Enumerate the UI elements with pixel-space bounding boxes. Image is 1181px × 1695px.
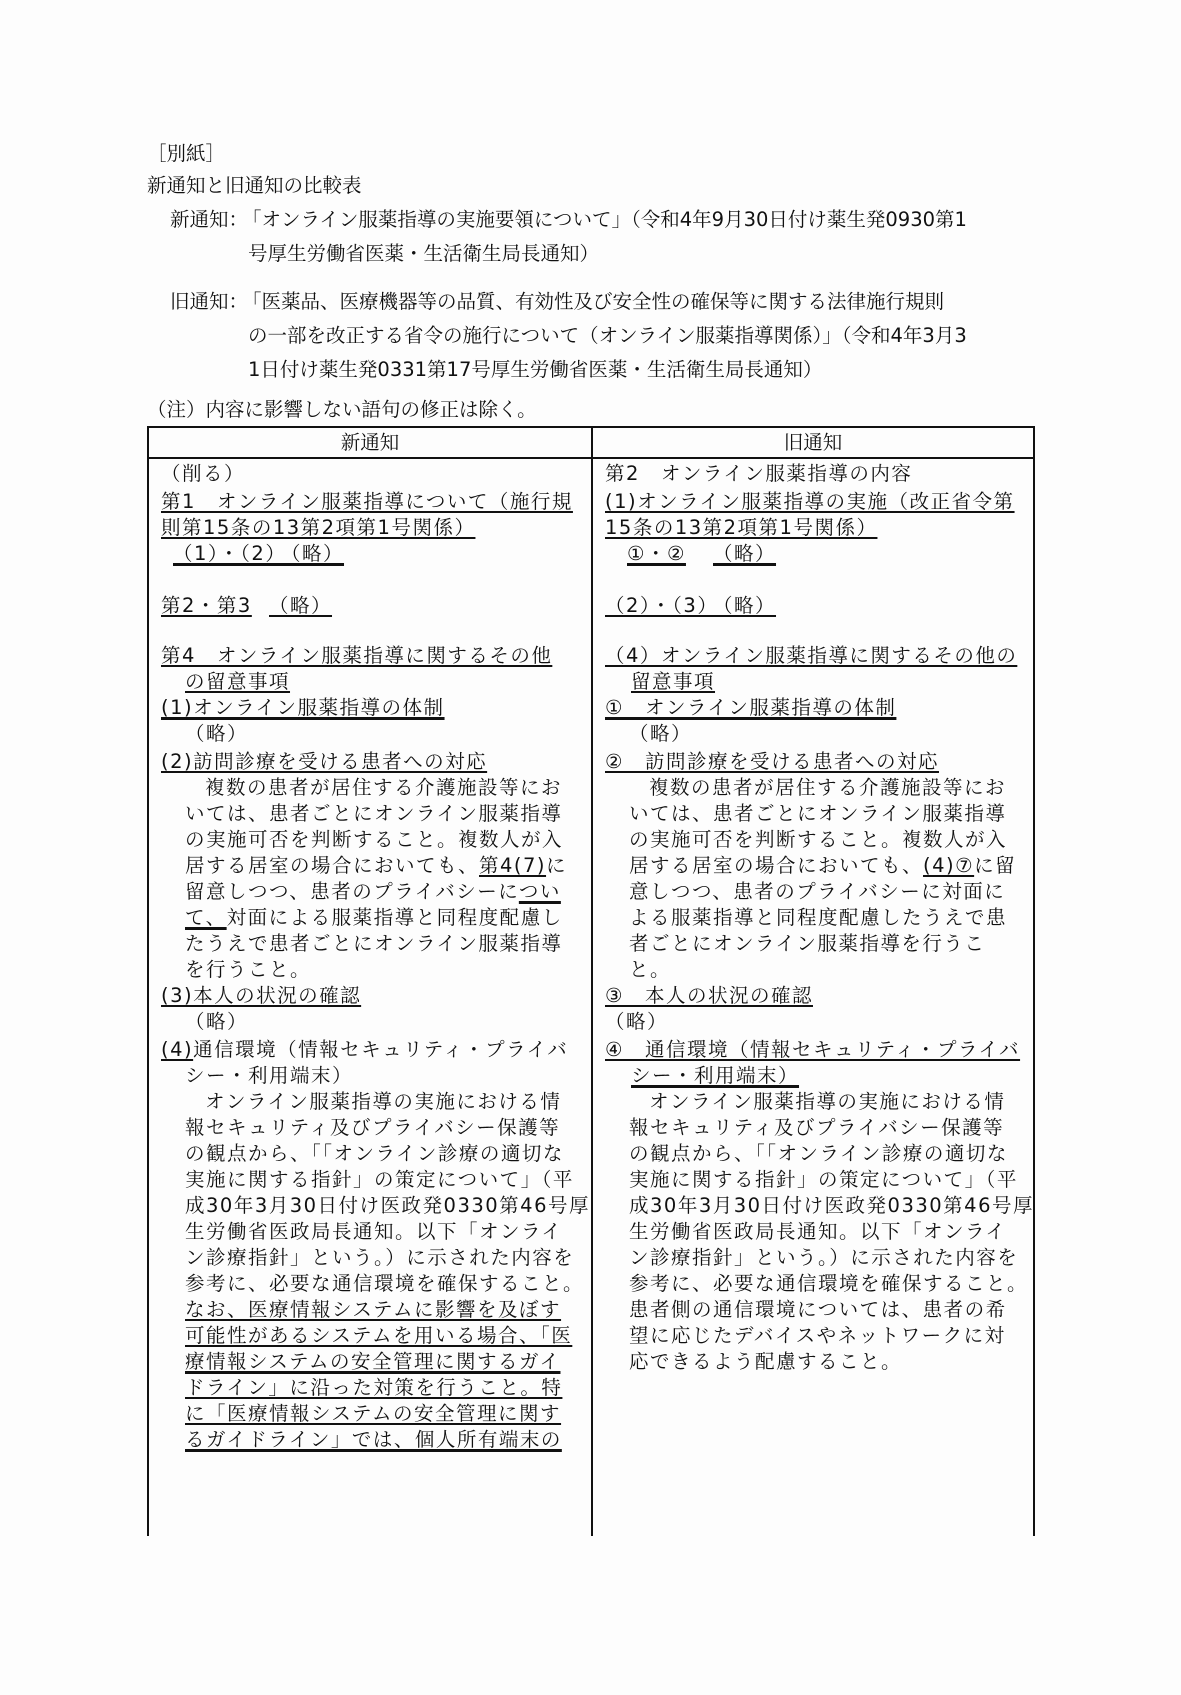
new-line: ン診療指針」という。）に示された内容を bbox=[185, 1246, 575, 1269]
new-line: 報セキュリティ及びプライバシー保護等 bbox=[185, 1116, 561, 1139]
old-line: ④ 通信環境（情報セキュリティ・プライバ bbox=[605, 1038, 1021, 1061]
old-notice-text-1: 「医薬品、医療機器等の品質、有効性及び安全性の確保等に関する法律施行規則 bbox=[242, 290, 945, 313]
old-line: 実施に関する指針」の策定について」（平 bbox=[629, 1168, 1018, 1191]
old-line: （2）・（3） bbox=[605, 594, 719, 617]
new-line bbox=[185, 852, 567, 879]
column-header-old: 旧通知 bbox=[783, 431, 843, 454]
new-line: 第2・第3 bbox=[161, 594, 252, 617]
new-line: るガイドライン」では、個人所有端末の bbox=[185, 1428, 562, 1451]
old-line: ③ 本人の状況の確認 bbox=[605, 984, 813, 1007]
old-line: 意しつつ、患者のプライバシーに対面に bbox=[629, 880, 1006, 903]
new-line: ドライン」に沿った対策を行うこと。特 bbox=[185, 1376, 563, 1399]
old-line: 生労働省医政局長通知。以下「オンライ bbox=[629, 1220, 1007, 1243]
new-notice-label: 新通知： bbox=[170, 208, 249, 231]
new-line: を行うこと。 bbox=[185, 958, 312, 981]
old-line: （略） bbox=[629, 722, 693, 745]
old-line bbox=[629, 852, 1016, 879]
column-header-new: 新通知 bbox=[340, 431, 400, 454]
new-line: （削る） bbox=[161, 462, 246, 485]
old-line: （略） bbox=[713, 542, 777, 565]
old-line: 参考に、必要な通信環境を確保すること。 bbox=[629, 1272, 1029, 1295]
new-line: 可能性があるシステムを用いる場合、「医 bbox=[185, 1324, 573, 1347]
new-line: なお、医療情報システムに影響を及ぼす bbox=[185, 1298, 562, 1321]
new-line: （略） bbox=[185, 722, 249, 745]
old-line: 者ごとにオンライン服薬指導を行うこ bbox=[629, 932, 986, 955]
old-line: ① オンライン服薬指導の体制 bbox=[605, 696, 897, 719]
text: 居する居室の場合においても、 bbox=[185, 854, 480, 877]
new-line: たうえで患者ごとにオンライン服薬指導 bbox=[185, 932, 563, 955]
new-line: 実施に関する指針」の策定について」（平 bbox=[185, 1168, 574, 1191]
old-line: の実施可否を判断すること。複数人が入 bbox=[629, 828, 1008, 851]
old-line: 留意事項 bbox=[631, 670, 716, 693]
old-notice-label: 旧通知： bbox=[170, 290, 249, 313]
text-underlined: (4)⑦ bbox=[923, 854, 975, 877]
old-line: ン診療指針」という。）に示された内容を bbox=[629, 1246, 1019, 1269]
old-line: （4）オンライン服薬指導に関するその他の bbox=[605, 644, 1018, 667]
new-line: 生労働省医政局長通知。以下「オンライ bbox=[185, 1220, 563, 1243]
old-line: (1)オンライン服薬指導の実施（改正省令第 bbox=[605, 490, 1015, 513]
old-line: ② 訪問診療を受ける患者への対応 bbox=[605, 750, 939, 773]
new-line: 療情報システムの安全管理に関するガイ bbox=[185, 1350, 561, 1373]
new-line: (3)本人の状況の確認 bbox=[161, 984, 362, 1007]
text: に留 bbox=[974, 854, 1017, 877]
new-line: （略） bbox=[185, 1010, 249, 1033]
old-line: 複数の患者が居住する介護施設等にお bbox=[649, 776, 1007, 799]
text-underlined: て、 bbox=[185, 906, 227, 929]
text-underlined: 第4(7) bbox=[479, 854, 547, 877]
old-line: 15条の13第2項第1号関係） bbox=[605, 516, 878, 539]
comparison-table bbox=[147, 426, 1035, 1536]
old-notice-text-2: の一部を改正する省令の施行について（オンライン服薬指導関係）」（令和4年3月3 bbox=[248, 324, 967, 347]
old-line: 患者側の通信環境については、患者の希 bbox=[629, 1298, 1007, 1321]
old-notice-text-3: 1日付け薬生発0331第17号厚生労働省医薬・生活衛生局長通知） bbox=[248, 358, 823, 381]
old-line: の観点から、「「オンライン診療の適切な bbox=[629, 1142, 1008, 1165]
column-divider bbox=[591, 428, 593, 1536]
new-line: オンライン服薬指導の実施における情 bbox=[205, 1090, 562, 1113]
new-line: （略） bbox=[281, 542, 345, 565]
old-line: （略） bbox=[713, 594, 777, 617]
old-line: と。 bbox=[629, 958, 672, 981]
old-line: ①・② bbox=[627, 542, 686, 565]
new-line bbox=[185, 904, 563, 931]
text: 対面による服薬指導と同程度配慮し bbox=[226, 906, 563, 929]
new-line: (2)訪問診療を受ける患者への対応 bbox=[161, 750, 488, 773]
text: 通信環境（情報セキュリティ・プライバ bbox=[193, 1038, 569, 1061]
new-line bbox=[161, 1036, 568, 1063]
attachment-label: ［別紙］ bbox=[147, 142, 226, 165]
old-line: （略） bbox=[605, 1010, 669, 1033]
document-title: 新通知と旧通知の比較表 bbox=[147, 174, 362, 197]
new-line: (1)オンライン服薬指導の体制 bbox=[161, 696, 445, 719]
old-line: 成30年3月30日付け医政発0330第46号厚 bbox=[629, 1194, 1034, 1217]
new-line: の実施可否を判断すること。複数人が入 bbox=[185, 828, 564, 851]
new-line: の観点から、「「オンライン診療の適切な bbox=[185, 1142, 564, 1165]
new-line: （略） bbox=[269, 594, 333, 617]
new-notice-text-2: 号厚生労働省医薬・生活衛生局長通知） bbox=[248, 242, 600, 265]
new-notice-text-1: 「オンライン服薬指導の実施要領について」（令和4年9月30日付け薬生発0930第1 bbox=[242, 208, 967, 231]
text: に bbox=[546, 854, 568, 877]
new-line: 第1 オンライン服薬指導について（施行規 bbox=[161, 490, 573, 513]
old-line: 望に応じたデバイスやネットワークに対 bbox=[629, 1324, 1006, 1347]
new-line: いては、患者ごとにオンライン服薬指導 bbox=[185, 802, 563, 825]
old-line: よる服薬指導と同程度配慮したうえで患 bbox=[629, 906, 1008, 929]
old-line: 応できるよう配慮すること。 bbox=[629, 1350, 903, 1373]
new-line bbox=[185, 878, 561, 905]
new-line: 成30年3月30日付け医政発0330第46号厚 bbox=[185, 1194, 590, 1217]
new-line: 参考に、必要な通信環境を確保すること。 bbox=[185, 1272, 585, 1295]
text: 留意しつつ、患者のプライバシーに bbox=[185, 880, 519, 903]
new-line: シー・利用端末） bbox=[185, 1064, 354, 1087]
new-line: の留意事項 bbox=[185, 670, 291, 693]
old-line: シー・利用端末） bbox=[631, 1064, 800, 1087]
new-line: に「医療情報システムの安全管理に関す bbox=[185, 1402, 562, 1425]
text: 居する居室の場合においても、 bbox=[629, 854, 924, 877]
old-line: 報セキュリティ及びプライバシー保護等 bbox=[629, 1116, 1005, 1139]
new-line: 第4 オンライン服薬指導に関するその他 bbox=[161, 644, 553, 667]
old-line: オンライン服薬指導の実施における情 bbox=[649, 1090, 1006, 1113]
text-underlined: (4) bbox=[161, 1038, 194, 1061]
text-underlined: つい bbox=[518, 880, 561, 903]
new-line: （1）・（2） bbox=[173, 542, 287, 565]
new-line: 複数の患者が居住する介護施設等にお bbox=[205, 776, 563, 799]
new-line: 則第15条の13第2項第1号関係） bbox=[161, 516, 476, 539]
old-line: 第2 オンライン服薬指導の内容 bbox=[605, 462, 913, 485]
old-line: いては、患者ごとにオンライン服薬指導 bbox=[629, 802, 1007, 825]
note: （注）内容に影響しない語句の修正は除く。 bbox=[147, 398, 537, 421]
